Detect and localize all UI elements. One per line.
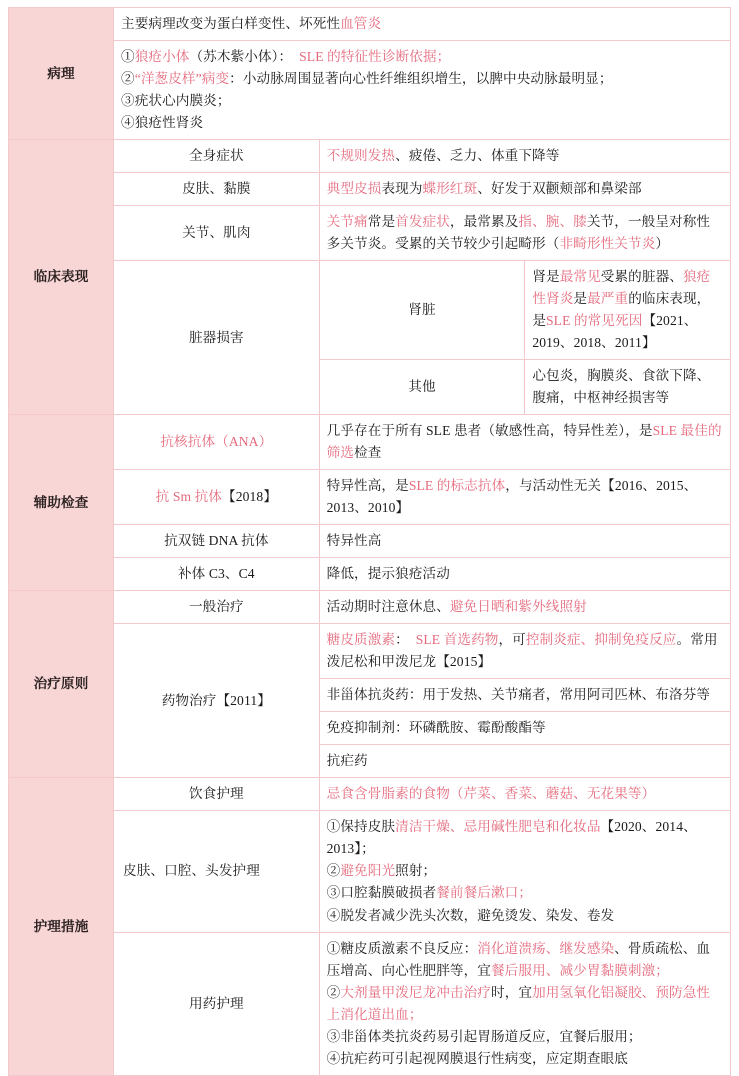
anti-sm-text: 特异性高，是SLE 的标志抗体，与活动性无关【2016、2015、2013、2010】 [319,470,730,525]
pathology-main-text: 主要病理改变为蛋白样变性、坏死性血管炎 [114,8,731,41]
category-clinical: 临床表现 [9,140,114,415]
label-organ-damage: 脏器损害 [114,261,320,415]
label-joint-muscle: 关节、肌肉 [114,206,320,261]
text-line: ①狼疮小体（苏木紫小体）： SLE 的特征性诊断依据； [121,49,451,65]
table-row [9,173,731,206]
medication-nursing-items [319,932,730,1075]
text-line: ①糖皮质激素不良反应：消化道溃疡、继发感染、骨质疏松、血压增高、向心性肥胖等，宜餐后服用、减少胃黏膜刺激； [326,940,711,978]
text-line: ④抗疟药可引起视网膜退行性病变，应定期查眼底 [326,1050,628,1066]
label-general-treatment: 一般治疗 [114,591,320,624]
table-row [9,525,731,558]
category-treatment: 治疗原则 [9,591,114,778]
category-nursing: 护理措施 [9,778,114,1075]
text-line: ①保持皮肤清洁干燥、忌用碱性肥皂和化妆品【2020、2014、2013】； [326,819,697,857]
table-row [9,415,731,470]
label-ana: 抗核抗体（ANA） [114,415,320,470]
drug-treatment-text-3: 抗疟药 [319,745,730,778]
text-line: ④脱发者减少洗头次数，避免烫发、染发、卷发 [326,907,615,923]
table-row [9,470,731,525]
label-other-organs: 其他 [319,360,525,415]
table-row [9,41,731,140]
drug-treatment-text-0: 糖皮质激素： SLE 首选药物，可控制炎症、抑制免疫反应。常用泼尼松和甲泼尼龙【2015】 [319,624,730,679]
sle-knowledge-table [8,7,731,1076]
label-anti-dsdna: 抗双链 DNA 抗体 [114,525,320,558]
table-row [9,206,731,261]
table-row [9,261,731,360]
table-row [9,140,731,173]
text-line: ④狼疮性肾炎 [121,115,204,131]
general-treatment-text: 活动期时注意休息、避免日晒和紫外线照射 [319,591,730,624]
text-line: ③非甾体类抗炎药易引起胃肠道反应，宜餐后服用； [326,1028,642,1044]
label-diet-nursing: 饮食护理 [114,778,320,811]
drug-treatment-text-2: 免疫抑制剂：环磷酰胺、霉酚酸酯等 [319,712,730,745]
anti-dsdna-text: 特异性高 [319,525,730,558]
table-row [9,811,731,932]
drug-treatment-text-1: 非甾体抗炎药：用于发热、关节痛者，常用阿司匹林、布洛芬等 [319,679,730,712]
category-pathology: 病理 [9,8,114,140]
systemic-symptoms-text: 不规则发热、疲倦、乏力、体重下降等 [319,140,730,173]
text-line: ③口腔黏膜破损者餐前餐后漱口； [326,885,533,901]
kidney-text: 肾是最常见受累的脏器、狼疮性肾炎是最严重的临床表现，是SLE 的常见死因【2021、2019、2018、2011】 [525,261,731,360]
table-row [9,624,731,679]
text-line: ②避免阳光照射； [326,863,437,879]
text-line: ②大剂量甲泼尼龙冲击治疗时，宜加用氢氧化铝凝胶、预防急性上消化道出血； [326,984,711,1022]
label-skin-oral-hair-nursing: 皮肤、口腔、头发护理 [114,811,320,932]
label-kidney: 肾脏 [319,261,525,360]
ana-text: 几乎存在于所有 SLE 患者（敏感性高，特异性差），是SLE 最佳的筛选检查 [319,415,730,470]
text-line: ③疣状心内膜炎； [121,93,231,109]
table-row [9,8,731,41]
label-systemic-symptoms: 全身症状 [114,140,320,173]
label-complement: 补体 C3、C4 [114,558,320,591]
label-medication-nursing: 用药护理 [114,932,320,1075]
table-row [9,778,731,811]
label-skin-mucosa: 皮肤、黏膜 [114,173,320,206]
table-row [9,591,731,624]
joint-muscle-text: 关节痛常是首发症状，最常累及指、腕、膝关节，一般呈对称性多关节炎。受累的关节较少引起畸形（非畸形性关节炎） [319,206,730,261]
category-labs: 辅助检查 [9,415,114,591]
diet-nursing-text: 忌食含骨脂素的食物（芹菜、香菜、蘑菇、无花果等） [319,778,730,811]
skin-mucosa-text: 典型皮损表现为蝶形红斑、好发于双颧颊部和鼻梁部 [319,173,730,206]
other-organs-text: 心包炎，胸膜炎、食欲下降、腹痛，中枢神经损害等 [525,360,731,415]
label-anti-sm: 抗 Sm 抗体【2018】 [114,470,320,525]
complement-text: 降低，提示狼疮活动 [319,558,730,591]
label-drug-treatment: 药物治疗【2011】 [114,624,320,778]
pathology-items [114,41,731,140]
table-row [9,558,731,591]
text-line: ②“洋葱皮样”病变：小动脉周围显著向心性纤维组织增生，以脾中央动脉最明显； [121,71,613,87]
table-row [9,932,731,1075]
skin-oral-hair-nursing-items [319,811,730,932]
